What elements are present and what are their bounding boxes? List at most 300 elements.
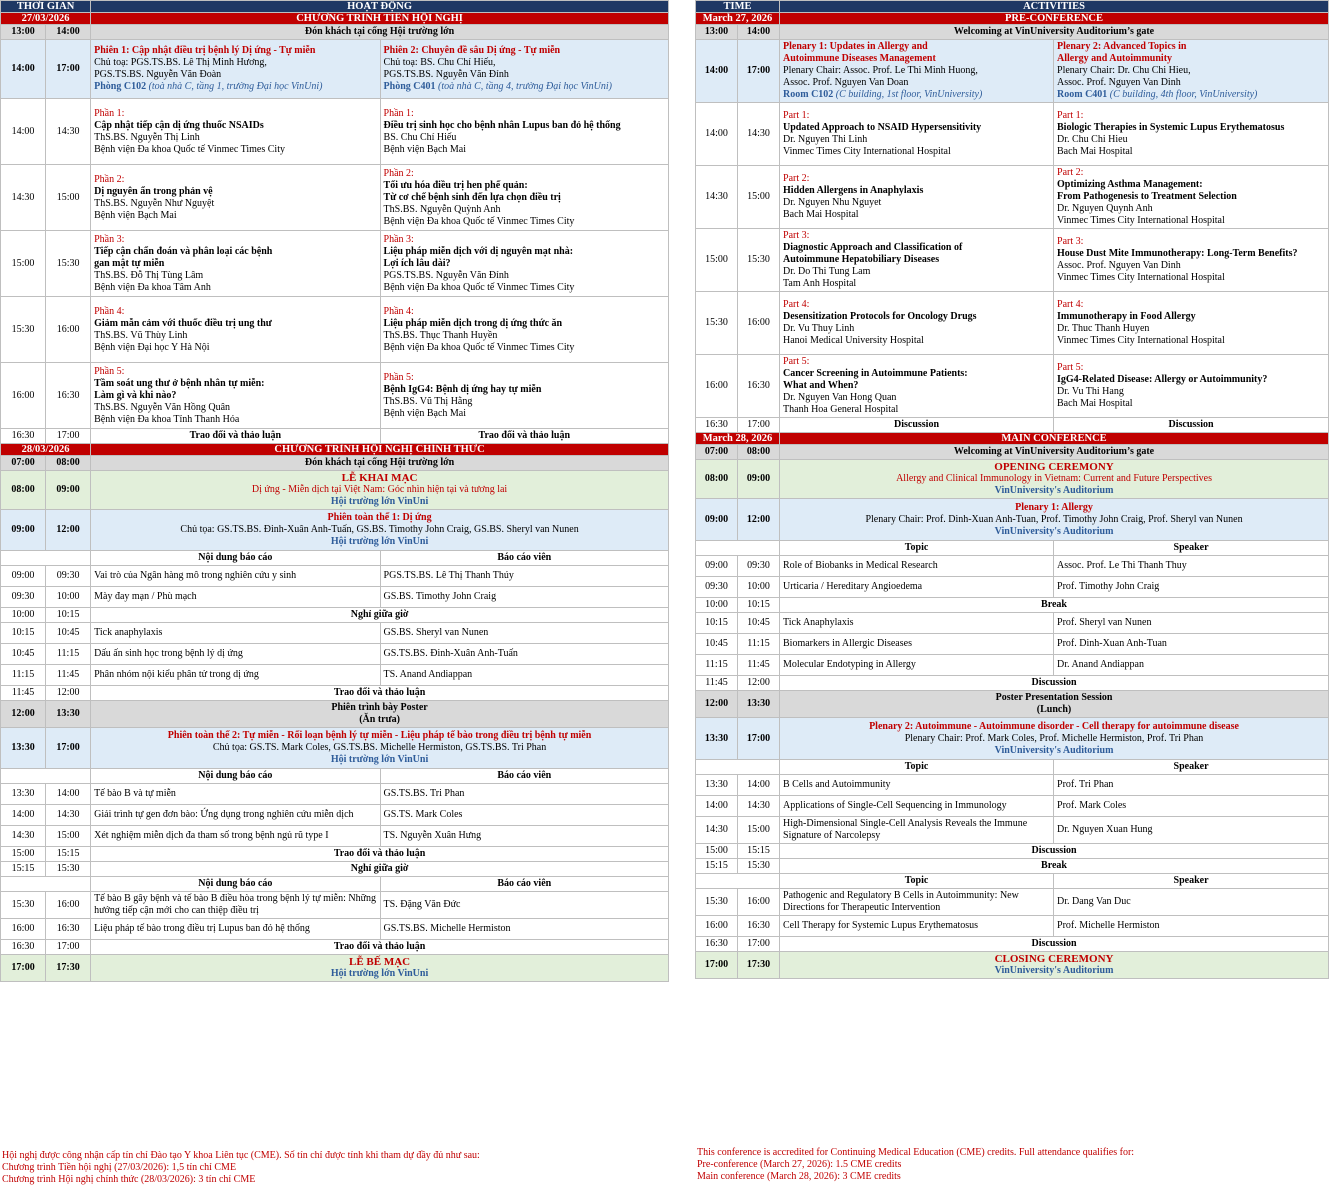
start-time: 14:30	[696, 817, 738, 844]
part-a	[91, 363, 380, 429]
col-topic: Topic	[780, 760, 1054, 775]
header-row	[696, 1, 1329, 13]
part-title: Làm gì và khi nào?	[94, 389, 177, 401]
room-note: (toà nhà C, tầng 4, trường Đại học VinUni)	[438, 81, 612, 92]
start-time: 09:30	[696, 577, 738, 598]
plenary2-venue: Hội trường lớn VinUni	[330, 754, 429, 765]
end-time: 14:30	[46, 99, 91, 165]
column-header-row	[1, 769, 669, 784]
discussion-row-text: Trao đổi và thảo luận	[91, 686, 669, 701]
start-time: 07:00	[696, 445, 738, 460]
start-time: 14:00	[1, 99, 46, 165]
talk-speaker: Prof. Mark Coles	[1054, 796, 1329, 817]
start-time: 12:00	[1, 701, 46, 728]
talk-speaker: GS.BS. Sheryl van Nunen	[380, 623, 668, 644]
welcome-text: Đón khách tại cổng Hội trường lớn	[91, 25, 669, 40]
room-note: (toà nhà C, tầng 1, trường Đại học VinUni)	[148, 81, 323, 92]
part-speaker: ThS.BS. Vũ Thùy Linh	[94, 329, 188, 341]
talk-speaker: Prof. Dinh-Xuan Anh-Tuan	[1054, 634, 1329, 655]
plenary1-title: Phiên toàn thể 1: Dị ứng	[327, 512, 432, 523]
talk-topic: Applications of Single-Cell Sequencing in Immunology	[780, 796, 1054, 817]
plenary2-chairs: Plenary Chair: Prof. Mark Coles, Prof. Michelle Hermiston, Prof. Tri Phan	[904, 732, 1204, 744]
start-time: 15:30	[1, 892, 46, 919]
start-time: 16:30	[1, 429, 46, 444]
poster-title: Phiên trình bày Poster	[331, 702, 428, 713]
closing-venue: Hội trường lớn VinUni	[330, 968, 429, 979]
session-chair: Chủ toạ: PGS.TS.BS. Lê Thị Minh Hương,	[94, 57, 267, 68]
talk-topic: Urticaria / Hereditary Angioedema	[780, 577, 1054, 598]
part-a	[91, 99, 380, 165]
start-time: 15:00	[696, 229, 738, 292]
end-time: 16:00	[738, 889, 780, 916]
part-speaker: Assoc. Prof. Nguyen Van Dinh	[1057, 260, 1181, 271]
col-blank	[696, 874, 780, 889]
start-time: 14:30	[696, 166, 738, 229]
welcome-row	[1, 456, 669, 471]
start-time: 12:00	[696, 691, 738, 718]
plenary1-venue: Hội trường lớn VinUni	[330, 536, 429, 547]
poster-title: Poster Presentation Session	[995, 692, 1113, 703]
part-label: Phần 5:	[383, 371, 414, 383]
talk-row	[1, 805, 669, 826]
welcome-row	[696, 25, 1329, 40]
plenary1-title: Plenary 1: Allergy	[1015, 501, 1093, 513]
column-header-row	[696, 874, 1329, 889]
day-date: 27/03/2026	[1, 13, 91, 25]
part-title: Từ cơ chế bệnh sinh đến lựa chọn điều trị	[383, 191, 561, 203]
opening-venue: Hội trường lớn VinUni	[330, 496, 429, 507]
start-time: 16:30	[696, 418, 738, 433]
part-speaker: ThS.BS. Nguyễn Thị Linh	[94, 131, 200, 143]
end-time: 11:15	[46, 644, 91, 665]
opening-cell	[780, 460, 1329, 499]
part-speaker: Bệnh viện Đa khoa Quốc tế Vinmec Times City	[94, 143, 285, 155]
session-b	[1054, 40, 1329, 103]
start-time: 11:45	[696, 676, 738, 691]
plenary1-chairs: Chủ tọa: GS.TS.BS. Đinh-Xuân Anh-Tuấn, GS.BS. Timothy John Craig, GS.BS. Sheryl van Nunen	[180, 524, 579, 535]
discussion-row-text: Discussion	[780, 937, 1329, 952]
talk-row	[1, 587, 669, 608]
part-label: Phần 2:	[94, 173, 125, 185]
start-time: 08:00	[696, 460, 738, 499]
talk-topic: Dấu ấn sinh học trong bệnh lý dị ứng	[91, 644, 380, 665]
cme-note-line: Pre-conference (March 27, 2026): 1.5 CME credits	[697, 1159, 902, 1170]
header-row	[1, 1, 669, 13]
discussion-row	[696, 676, 1329, 691]
part-row	[696, 166, 1329, 229]
talk-speaker: TS. Đặng Văn Đức	[380, 892, 668, 919]
end-time: 17:30	[738, 952, 780, 979]
col-topic: Topic	[780, 541, 1054, 556]
end-time: 10:00	[738, 577, 780, 598]
talk-topic: Mày đay mạn / Phù mạch	[91, 587, 380, 608]
end-time: 10:15	[738, 598, 780, 613]
start-time: 15:30	[696, 889, 738, 916]
day-title: CHƯƠNG TRÌNH TIỀN HỘI NGHỊ	[91, 13, 669, 25]
time-header: TIME	[696, 1, 780, 13]
discussion-row	[1, 847, 669, 862]
part-title: Biologic Therapies in Systemic Lupus Erythematosus	[1057, 122, 1285, 133]
part-title: Cập nhật tiếp cận dị ứng thuốc NSAIDs	[94, 119, 264, 131]
start-time: 14:00	[1, 40, 46, 99]
end-time: 13:30	[738, 691, 780, 718]
talk-speaker: GS.TS.BS. Tri Phan	[380, 784, 668, 805]
start-time: 13:00	[1, 25, 46, 40]
end-time: 09:30	[738, 556, 780, 577]
part-a	[780, 103, 1054, 166]
talk-speaker: Prof. Sheryl van Nunen	[1054, 613, 1329, 634]
session-chair: Plenary Chair: Assoc. Prof. Le Thi Minh Huong,	[783, 65, 978, 76]
break-row-text: Break	[780, 859, 1329, 874]
start-time: 10:15	[1, 623, 46, 644]
cme-note-line: Chương trình Hội nghị chính thức (28/03/2026): 3 tín chỉ CME	[2, 1174, 256, 1185]
discussion-a: Trao đổi và thảo luận	[91, 429, 380, 444]
part-speaker: Dr. Chu Chi Hieu	[1057, 134, 1128, 145]
end-time: 08:00	[46, 456, 91, 471]
part-speaker: Bệnh viện Đa khoa Tâm Anh	[94, 281, 211, 293]
room-note: (C building, 4th floor, VinUniversity)	[1109, 89, 1258, 100]
end-time: 12:00	[738, 676, 780, 691]
start-time: 13:30	[696, 718, 738, 760]
part-a	[780, 292, 1054, 355]
part-title: Liệu pháp miễn dịch trong dị ứng thức ăn	[383, 317, 563, 329]
session-a	[780, 40, 1054, 103]
part-a	[780, 355, 1054, 418]
day-title: MAIN CONFERENCE	[780, 433, 1329, 445]
end-time: 11:15	[738, 634, 780, 655]
plenary2-cell	[91, 728, 669, 769]
col-topic: Nội dung báo cáo	[91, 769, 380, 784]
break-row-text: Nghỉ giữa giờ	[91, 862, 669, 877]
discussion-row-text: Trao đổi và thảo luận	[91, 847, 669, 862]
start-time: 15:00	[1, 231, 46, 297]
start-time: 10:00	[696, 598, 738, 613]
talk-row	[696, 817, 1329, 844]
discussion-row	[1, 940, 669, 955]
col-speaker: Speaker	[1054, 760, 1329, 775]
room-name: Room C102	[783, 89, 834, 100]
part-label: Phần 2:	[383, 167, 414, 179]
start-time: 08:00	[1, 471, 46, 510]
plenary2-row	[1, 728, 669, 769]
start-time: 17:00	[696, 952, 738, 979]
start-time: 14:00	[1, 805, 46, 826]
poster-subtitle: (Lunch)	[1036, 704, 1072, 715]
column-header-row	[1, 877, 669, 892]
plenary1-cell	[780, 499, 1329, 541]
end-time: 15:30	[46, 862, 91, 877]
part-label: Part 1:	[1057, 110, 1084, 121]
part-speaker: ThS.BS. Đỗ Thị Tùng Lâm	[94, 269, 204, 281]
plenary1-venue: VinUniversity's Auditorium	[994, 525, 1114, 537]
part-b	[1054, 103, 1329, 166]
start-time: 07:00	[1, 456, 46, 471]
welcome-text: Welcoming at VinUniversity Auditorium’s gate	[780, 445, 1329, 460]
part-speaker: Dr. Nguyen Nhu Nguyet	[783, 197, 882, 208]
part-b	[1054, 292, 1329, 355]
part-label: Part 3:	[1057, 236, 1084, 247]
day-date: March 27, 2026	[696, 13, 780, 25]
end-time: 17:00	[46, 429, 91, 444]
end-time: 15:30	[738, 859, 780, 874]
session-room	[1057, 89, 1325, 101]
talk-row	[1, 665, 669, 686]
talk-row	[696, 634, 1329, 655]
start-time: 13:30	[1, 728, 46, 769]
part-title: Diagnostic Approach and Classification of	[783, 242, 963, 253]
day-title: PRE-CONFERENCE	[780, 13, 1329, 25]
part-label: Part 5:	[783, 356, 810, 367]
col-blank	[696, 760, 780, 775]
break-row-text: Break	[780, 598, 1329, 613]
end-time: 16:30	[46, 363, 91, 429]
part-title: What and When?	[783, 380, 859, 391]
session-room	[783, 89, 1050, 101]
talk-speaker: Assoc. Prof. Le Thi Thanh Thuy	[1054, 556, 1329, 577]
talk-speaker: Dr. Dang Van Duc	[1054, 889, 1329, 916]
column-header-row	[696, 760, 1329, 775]
talk-row	[696, 556, 1329, 577]
col-speaker: Speaker	[1054, 541, 1329, 556]
end-time: 15:00	[738, 166, 780, 229]
talk-row	[1, 826, 669, 847]
vietnamese-schedule	[0, 0, 669, 982]
end-time: 14:30	[46, 805, 91, 826]
end-time: 15:15	[738, 844, 780, 859]
activity-header: ACTIVITIES	[780, 1, 1329, 13]
end-time: 16:00	[46, 892, 91, 919]
talk-topic: Role of Biobanks in Medical Research	[780, 556, 1054, 577]
opening-row	[696, 460, 1329, 499]
end-time: 14:00	[46, 784, 91, 805]
end-time: 15:30	[738, 229, 780, 292]
end-time: 14:00	[738, 775, 780, 796]
end-time: 11:45	[738, 655, 780, 676]
part-title: Tầm soát ung thư ở bệnh nhân tự miễn:	[94, 377, 265, 389]
welcome-text: Welcoming at VinUniversity Auditorium’s gate	[780, 25, 1329, 40]
col-speaker: Báo cáo viên	[380, 877, 668, 892]
plenary2-cell	[780, 718, 1329, 760]
session-chair: PGS.TS.BS. Nguyễn Văn Đỉnh	[383, 69, 509, 80]
end-time: 08:00	[738, 445, 780, 460]
end-time: 12:00	[738, 499, 780, 541]
start-time: 14:00	[696, 796, 738, 817]
part-b	[380, 99, 668, 165]
room-note: (C building, 1st floor, VinUniversity)	[835, 89, 983, 100]
session-chair: Assoc. Prof. Nguyen Van Doan	[783, 77, 909, 88]
cme-note-line: Chương trình Tiền hội nghị (27/03/2026): 1,5 tín chỉ CME	[2, 1162, 237, 1173]
end-time: 12:00	[46, 510, 91, 551]
end-time: 15:00	[738, 817, 780, 844]
talk-row	[1, 784, 669, 805]
end-time: 14:00	[738, 25, 780, 40]
end-time: 14:30	[738, 796, 780, 817]
talk-topic: B Cells and Autoimmunity	[780, 775, 1054, 796]
part-speaker: Bach Mai Hospital	[1057, 146, 1133, 157]
talk-speaker: Prof. Michelle Hermiston	[1054, 916, 1329, 937]
talk-row	[1, 919, 669, 940]
day-title: CHƯƠNG TRÌNH HỘI NGHỊ CHÍNH THỨC	[91, 444, 669, 456]
col-topic: Topic	[780, 874, 1054, 889]
break-row	[696, 859, 1329, 874]
part-speaker: Bệnh viện Đa khoa Quốc tế Vinmec Times City	[383, 281, 575, 293]
opening-row	[1, 471, 669, 510]
start-time: 13:30	[1, 784, 46, 805]
start-time: 15:15	[1, 862, 46, 877]
talk-topic: Tick Anaphylaxis	[780, 613, 1054, 634]
end-time: 16:00	[46, 297, 91, 363]
part-speaker: Hanoi Medical University Hospital	[783, 335, 924, 346]
opening-title: OPENING CEREMONY	[994, 461, 1114, 473]
discussion-row	[1, 429, 669, 444]
session-chair: Plenary Chair: Dr. Chu Chi Hieu,	[1057, 65, 1191, 76]
part-label: Phần 3:	[383, 233, 414, 245]
start-time: 09:00	[1, 566, 46, 587]
start-time: 15:00	[696, 844, 738, 859]
talk-topic: Tế bào B gây bệnh và tế bào B điều hòa trong bệnh lý tự miễn: Những hướng tiếp cận mới cho can thiệp điều trị	[91, 892, 380, 919]
plenary1-chairs: Plenary Chair: Prof. Dinh-Xuan Anh-Tuan, Prof. Timothy John Craig, Prof. Sheryl van Nunen	[865, 513, 1243, 525]
session-title: Autoimmune Diseases Management	[783, 53, 936, 64]
opening-title: LỄ KHAI MẠC	[341, 472, 418, 484]
sessions-row	[696, 40, 1329, 103]
discussion-b: Trao đổi và thảo luận	[380, 429, 668, 444]
talk-row	[696, 889, 1329, 916]
start-time: 16:30	[1, 940, 46, 955]
session-room	[94, 81, 376, 93]
start-time: 14:00	[696, 40, 738, 103]
closing-title: CLOSING CEREMONY	[994, 953, 1114, 965]
end-time: 13:30	[46, 701, 91, 728]
session-b	[380, 40, 668, 99]
part-speaker: Vinmec Times City International Hospital	[1057, 335, 1225, 346]
english-cme-note	[697, 1147, 1134, 1183]
part-label: Part 4:	[783, 299, 810, 310]
part-title: Hidden Allergens in Anaphylaxis	[783, 185, 924, 196]
start-time: 10:00	[1, 608, 46, 623]
start-time: 10:15	[696, 613, 738, 634]
col-topic: Nội dung báo cáo	[91, 877, 380, 892]
opening-venue: VinUniversity's Auditorium	[994, 485, 1114, 496]
discussion-b: Discussion	[1054, 418, 1329, 433]
part-label: Part 4:	[1057, 299, 1084, 310]
cme-note-line: Hội nghị được công nhận cấp tín chỉ Đào tạo Y khoa Liên tục (CME). Số tín chỉ được tính khi tham dự đầy đủ như sau:	[2, 1150, 480, 1161]
talk-row	[696, 655, 1329, 676]
part-label: Part 5:	[1057, 362, 1084, 373]
part-speaker: Bệnh viện Bạch Mai	[94, 209, 177, 221]
talk-speaker: PGS.TS.BS. Lê Thị Thanh Thúy	[380, 566, 668, 587]
part-speaker: Bach Mai Hospital	[783, 209, 859, 220]
discussion-row	[696, 937, 1329, 952]
end-time: 12:00	[46, 686, 91, 701]
talk-speaker: GS.TS.BS. Đinh-Xuân Anh-Tuấn	[380, 644, 668, 665]
talk-topic: Tick anaphylaxis	[91, 623, 380, 644]
part-title: House Dust Mite Immunotherapy: Long-Term Benefits?	[1057, 248, 1298, 259]
end-time: 15:30	[46, 231, 91, 297]
part-speaker: Bach Mai Hospital	[1057, 398, 1133, 409]
start-time: 14:30	[1, 826, 46, 847]
vietnamese-cme-note	[2, 1150, 480, 1186]
part-title: Autoimmune Hepatobiliary Diseases	[783, 254, 940, 265]
talk-row	[696, 775, 1329, 796]
part-label: Phần 4:	[383, 305, 414, 317]
talk-row	[1, 644, 669, 665]
col-speaker: Báo cáo viên	[380, 551, 668, 566]
talk-speaker: GS.TS.BS. Michelle Hermiston	[380, 919, 668, 940]
part-speaker: Bệnh viện Đa khoa Quốc tế Vinmec Times City	[383, 341, 575, 353]
part-speaker: PGS.TS.BS. Nguyễn Văn Đỉnh	[383, 269, 509, 281]
part-speaker: ThS.BS. Vũ Thị Hằng	[383, 395, 473, 407]
schedule-table	[0, 0, 669, 982]
break-row	[1, 608, 669, 623]
poster-row	[1, 701, 669, 728]
start-time: 10:45	[1, 644, 46, 665]
talk-row	[696, 796, 1329, 817]
poster-subtitle: (Ăn trưa)	[359, 714, 400, 725]
start-time: 13:00	[696, 25, 738, 40]
plenary2-chairs: Chủ tọa: GS.TS. Mark Coles, GS.TS.BS. Michelle Hermiston, GS.TS.BS. Tri Phan	[212, 742, 547, 753]
poster-row	[696, 691, 1329, 718]
end-time: 09:30	[46, 566, 91, 587]
opening-subtitle: Dị ứng - Miễn dịch tại Việt Nam: Góc nhìn hiện tại và tương lai	[251, 484, 508, 495]
part-speaker: Vinmec Times City International Hospital	[1057, 215, 1225, 226]
part-label: Phần 3:	[94, 233, 125, 245]
cme-note-line: Main conference (March 28, 2026): 3 CME credits	[697, 1171, 901, 1182]
break-row	[1, 862, 669, 877]
part-row	[696, 229, 1329, 292]
room-name: Phòng C102	[94, 81, 147, 92]
part-speaker: Dr. Thuc Thanh Huyen	[1057, 323, 1150, 334]
talk-speaker: TS. Anand Andiappan	[380, 665, 668, 686]
opening-subtitle: Allergy and Clinical Immunology in Vietnam: Current and Future Perspectives	[896, 473, 1212, 484]
end-time: 16:30	[46, 919, 91, 940]
talk-topic: Tế bào B và tự miễn	[91, 784, 380, 805]
part-title: IgG4-Related Disease: Allergy or Autoimmunity?	[1057, 374, 1268, 385]
part-title: Desensitization Protocols for Oncology Drugs	[783, 311, 977, 322]
part-a	[91, 165, 380, 231]
part-speaker: Bệnh viện Đại học Y Hà Nội	[94, 341, 210, 353]
col-topic: Nội dung báo cáo	[91, 551, 380, 566]
part-speaker: Bệnh viện Đa khoa Quốc tế Vinmec Times City	[383, 215, 575, 227]
poster-cell	[780, 691, 1329, 718]
start-time: 17:00	[1, 955, 46, 982]
start-time: 14:30	[1, 165, 46, 231]
talk-topic: Xét nghiệm miễn dịch đa tham số trong bệnh ngủ rũ type I	[91, 826, 380, 847]
part-speaker: Bệnh viện Bạch Mai	[383, 407, 467, 419]
plenary2-title: Phiên toàn thể 2: Tự miễn - Rối loạn bệnh lý tự miễn - Liệu pháp tế bào trong điều trị bệnh tự miễn	[167, 730, 592, 741]
start-time: 16:00	[1, 363, 46, 429]
end-time: 14:00	[46, 25, 91, 40]
start-time: 16:00	[696, 916, 738, 937]
start-time: 15:30	[696, 292, 738, 355]
part-b	[380, 363, 668, 429]
start-time: 15:00	[1, 847, 46, 862]
part-speaker: Thanh Hoa General Hospital	[783, 404, 899, 415]
part-title: Tối ưu hóa điều trị hen phế quản:	[383, 179, 528, 191]
talk-topic: Vai trò của Ngân hàng mô trong nghiên cứu y sinh	[91, 566, 380, 587]
start-time: 16:00	[696, 355, 738, 418]
part-row	[696, 292, 1329, 355]
part-label: Phần 4:	[94, 305, 125, 317]
talk-topic: Pathogenic and Regulatory B Cells in Autoimmunity: New Directions for Therapeutic Intervention	[780, 889, 1054, 916]
talk-topic: High-Dimensional Single-Cell Analysis Reveals the Immune Signature of Narcolepsy	[780, 817, 1054, 844]
part-label: Part 2:	[783, 173, 810, 184]
column-header-row	[696, 541, 1329, 556]
closing-cell	[780, 952, 1329, 979]
part-row	[696, 355, 1329, 418]
start-time: 09:00	[696, 499, 738, 541]
room-name: Room C401	[1057, 89, 1108, 100]
start-time: 16:00	[1, 919, 46, 940]
